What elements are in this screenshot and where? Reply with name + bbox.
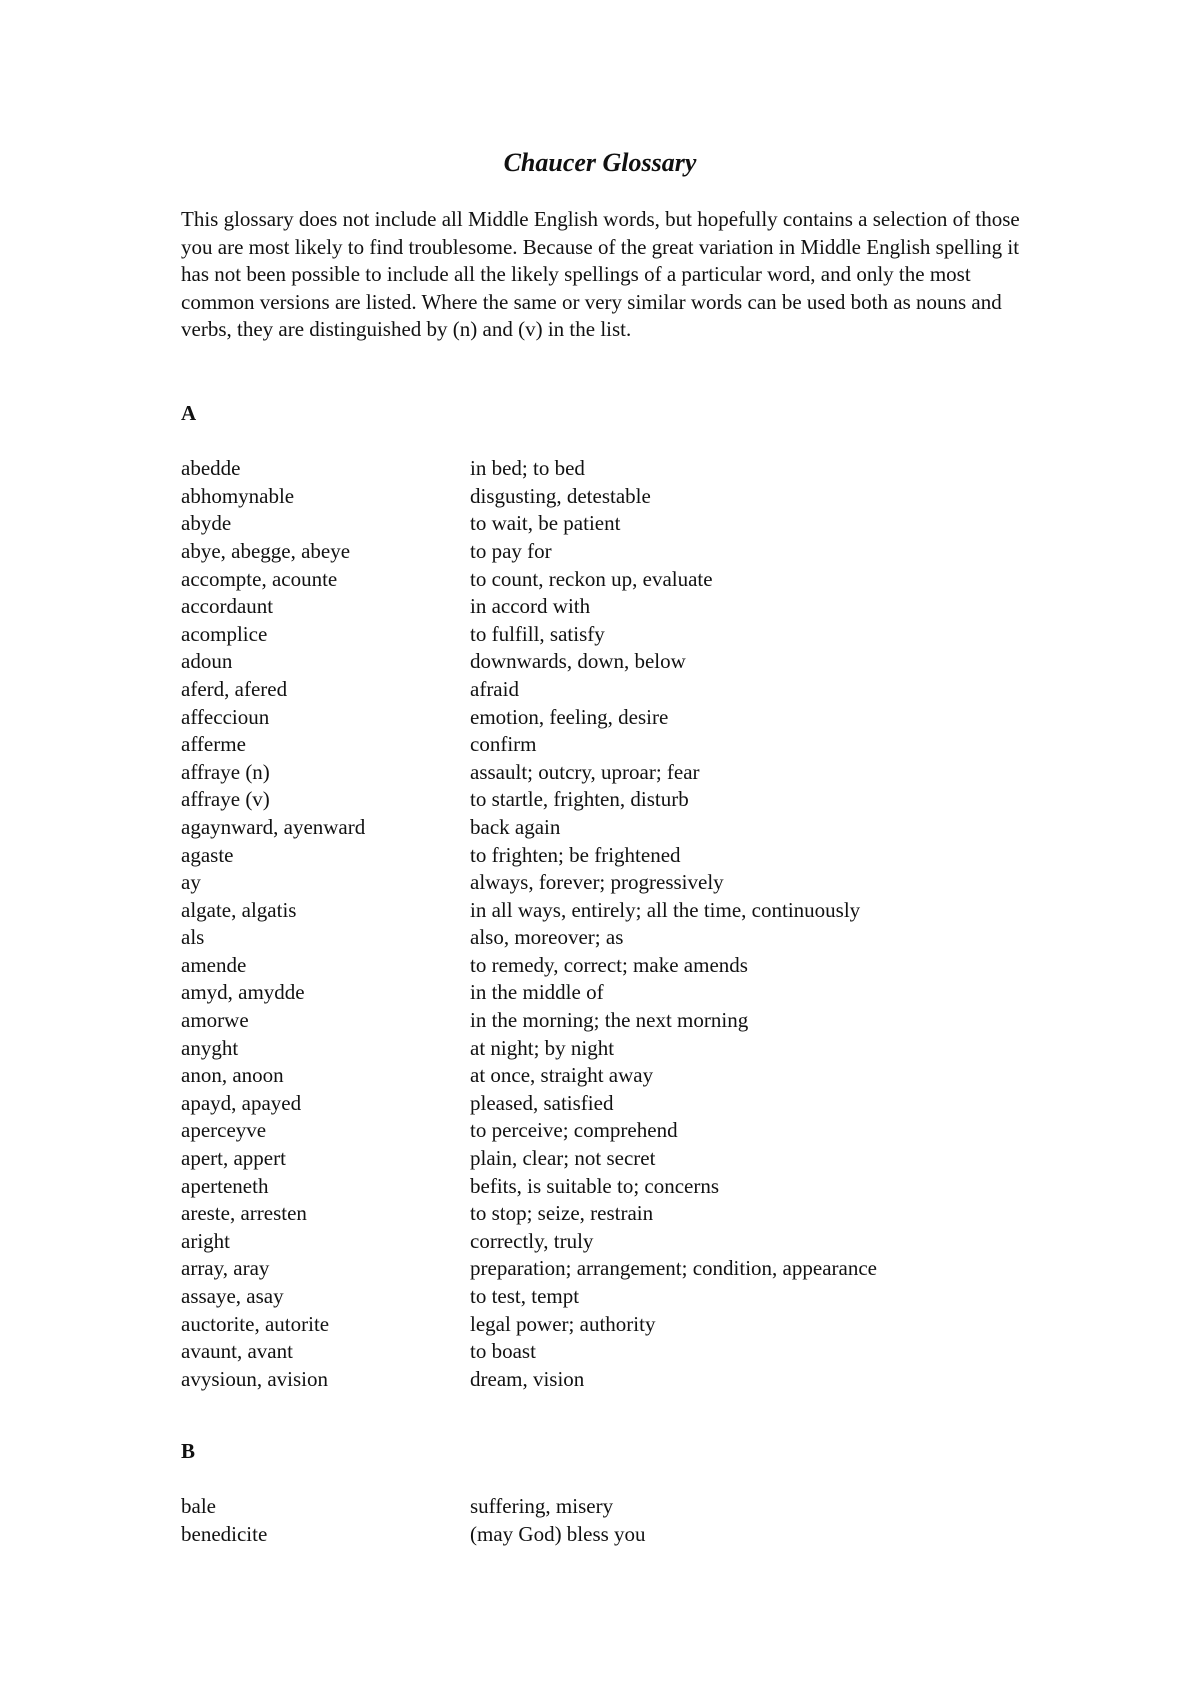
entry-term: bale (181, 1494, 216, 1519)
entry-definition: emotion, feeling, desire (470, 704, 669, 729)
glossary-entry (181, 786, 1021, 814)
glossary-entry (181, 621, 1021, 649)
glossary-entry (181, 979, 1021, 1007)
entry-list (181, 1493, 1021, 1548)
entry-term: aperceyve (181, 1118, 267, 1143)
glossary-entry (181, 1255, 1021, 1283)
entry-definition: to boast (470, 1339, 536, 1364)
entry-definition: to remedy, correct; make amends (470, 952, 748, 977)
glossary-entry (181, 566, 1021, 594)
glossary-entry (181, 952, 1021, 980)
glossary-entry (181, 676, 1021, 704)
glossary-entry (181, 1145, 1021, 1173)
entry-term: acomplice (181, 621, 268, 646)
glossary-entry (181, 1062, 1021, 1090)
intro-paragraph: This glossary does not include all Middle English words, but hopefully contains a selection of those you are most likely to find troublesome. Because of the great variation in Middle English spelling it has not been possible to include all the likely spellings of a particular word, and only the most common versions are listed. Where the same or very similar words can be used both as nouns and verbs, they are distinguished by (n) and (v) in the list. (181, 207, 1020, 342)
entry-term: amyd, amydde (181, 980, 305, 1005)
glossary-entry (181, 1035, 1021, 1063)
entry-definition: in all ways, entirely; all the time, continuously (470, 897, 861, 922)
entry-definition: to count, reckon up, evaluate (470, 566, 713, 591)
entry-term: abye, abegge, abeye (181, 538, 351, 563)
glossary-entry (181, 1366, 1021, 1394)
entry-definition: at night; by night (470, 1035, 615, 1060)
entry-definition: correctly, truly (470, 1228, 594, 1253)
section-heading: B (181, 1439, 196, 1463)
glossary-entry (181, 510, 1021, 538)
entry-term: auctorite, autorite (181, 1311, 330, 1336)
entry-definition: to wait, be patient (470, 511, 621, 536)
entry-definition: legal power; authority (470, 1311, 656, 1336)
entry-term: anon, anoon (181, 1063, 284, 1088)
glossary-entry (181, 731, 1021, 759)
entry-term: avysioun, avision (181, 1366, 328, 1391)
glossary-entry (181, 842, 1021, 870)
section-b (181, 1438, 1021, 1548)
entry-term: abhomynable (181, 483, 295, 508)
entry-definition: to perceive; comprehend (470, 1118, 678, 1143)
entry-definition: in accord with (470, 594, 591, 619)
entry-term: agaynward, ayenward (181, 814, 366, 839)
glossary-entry (181, 1007, 1021, 1035)
glossary-entry (181, 1521, 1021, 1549)
entry-term: accompte, acounte (181, 566, 338, 591)
section-a (181, 400, 1021, 1393)
entry-term: amende (181, 952, 247, 977)
entry-term: apert, appert (181, 1146, 286, 1171)
entry-term: afferme (181, 732, 246, 757)
entry-definition: assault; outcry, uproar; fear (470, 759, 700, 784)
entry-term: amorwe (181, 1008, 249, 1033)
glossary-entry (181, 759, 1021, 787)
entry-term: assaye, asay (181, 1284, 284, 1308)
glossary-entry (181, 1173, 1021, 1201)
glossary-entry (181, 1090, 1021, 1118)
page-title: Chaucer Glossary (503, 148, 697, 177)
entry-definition: in the morning; the next morning (470, 1008, 749, 1033)
glossary-entry (181, 869, 1021, 897)
entry-definition: to stop; seize, restrain (470, 1201, 654, 1226)
glossary-entry (181, 1338, 1021, 1366)
glossary-entry (181, 1228, 1021, 1256)
glossary-entry (181, 1283, 1021, 1311)
entry-term: affraye (v) (181, 787, 270, 812)
entry-definition: dream, vision (470, 1366, 585, 1391)
entry-term: als (181, 925, 205, 950)
glossary-entry (181, 483, 1021, 511)
entry-definition: to test, tempt (470, 1284, 580, 1308)
entry-term: areste, arresten (181, 1201, 307, 1226)
entry-definition: at once, straight away (470, 1063, 654, 1088)
glossary-entry (181, 1117, 1021, 1145)
entry-definition: pleased, satisfied (470, 1090, 614, 1115)
entry-definition: back again (470, 814, 561, 839)
entry-term: aferd, afered (181, 676, 288, 701)
section-heading: A (181, 401, 197, 425)
entry-term: affraye (n) (181, 759, 270, 784)
entry-definition: to pay for (470, 538, 552, 563)
entry-definition: to startle, frighten, disturb (470, 787, 689, 812)
entry-definition: confirm (470, 732, 537, 757)
glossary-entry (181, 593, 1021, 621)
entry-term: abyde (181, 511, 232, 536)
glossary-entry (181, 648, 1021, 676)
entry-term: anyght (181, 1035, 239, 1060)
entry-definition: suffering, misery (470, 1494, 614, 1519)
glossary-entry (181, 704, 1021, 732)
entry-definition: disgusting, detestable (470, 483, 651, 508)
entry-definition: downwards, down, below (470, 649, 686, 674)
entry-term: array, aray (181, 1256, 270, 1281)
glossary-entry (181, 814, 1021, 842)
entry-term: aperteneth (181, 1173, 269, 1198)
glossary-entry (181, 1311, 1021, 1339)
entry-term: adoun (181, 649, 233, 674)
entry-definition: afraid (470, 676, 519, 701)
entry-term: affeccioun (181, 704, 270, 729)
entry-term: benedicite (181, 1521, 268, 1546)
entry-definition: in the middle of (470, 980, 604, 1005)
entry-term: abedde (181, 456, 241, 481)
glossary-entry (181, 1493, 1021, 1521)
entry-definition: plain, clear; not secret (470, 1146, 656, 1171)
entry-definition: to fulfill, satisfy (470, 621, 605, 646)
entry-definition: preparation; arrangement; condition, appearance (470, 1256, 877, 1281)
entry-term: apayd, apayed (181, 1090, 302, 1115)
entry-definition: to frighten; be frightened (470, 842, 681, 867)
entry-term: agaste (181, 842, 234, 867)
glossary-entry (181, 538, 1021, 566)
entry-definition: (may God) bless you (470, 1521, 646, 1546)
entry-list (181, 455, 1021, 1393)
entry-definition: befits, is suitable to; concerns (470, 1173, 720, 1198)
glossary-entry (181, 1200, 1021, 1228)
entry-term: avaunt, avant (181, 1339, 293, 1364)
entry-term: aright (181, 1228, 230, 1253)
entry-definition: always, forever; progressively (470, 870, 724, 895)
entry-definition: also, moreover; as (470, 925, 624, 950)
entry-term: algate, algatis (181, 897, 297, 922)
entry-definition: in bed; to bed (470, 456, 585, 481)
glossary-entry (181, 924, 1021, 952)
entry-term: ay (181, 870, 201, 895)
glossary-entry (181, 897, 1021, 925)
glossary-entry (181, 455, 1021, 483)
entry-term: accordaunt (181, 594, 274, 619)
